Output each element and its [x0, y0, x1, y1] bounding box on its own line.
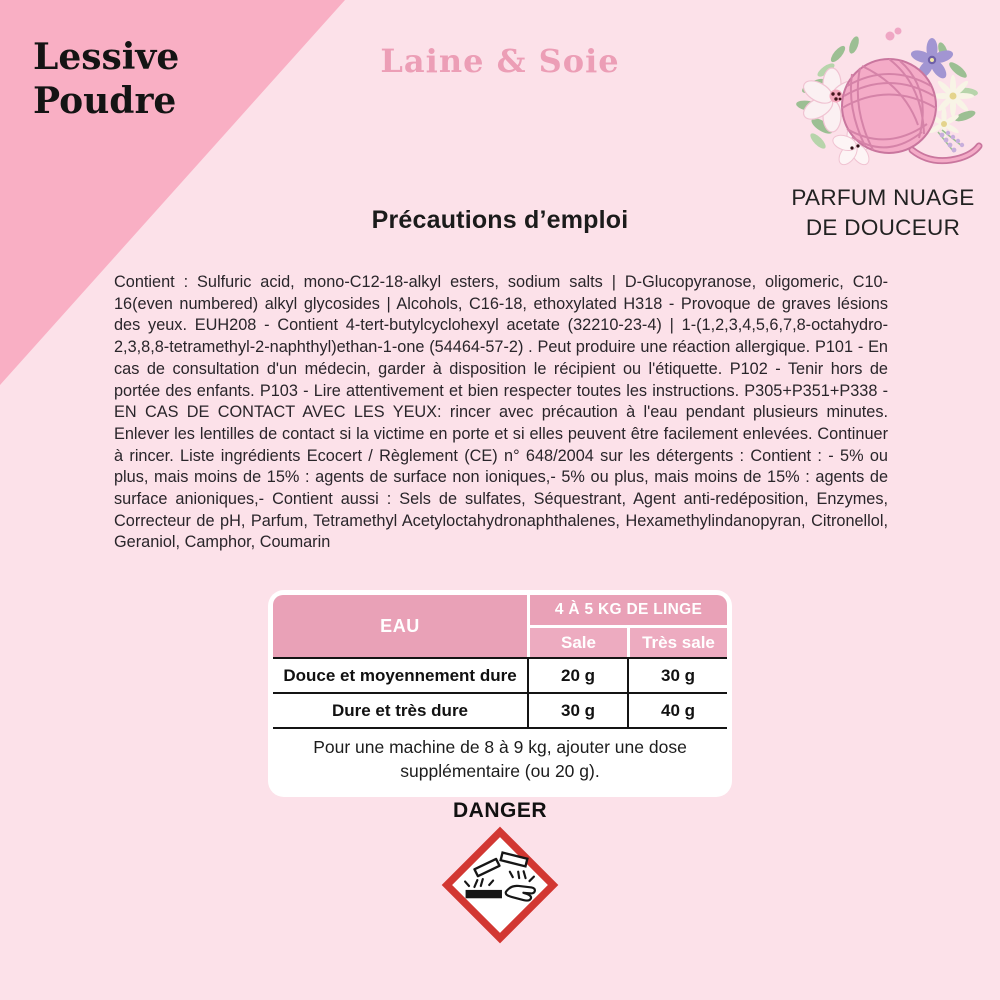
brand-name: Laine & Soie	[380, 42, 620, 80]
dosage-table	[268, 590, 732, 797]
dose-sale-cell: 30 g	[527, 694, 627, 727]
corrosion-hazard-icon	[441, 826, 559, 949]
soil-header-sale: Sale	[530, 628, 627, 657]
dosage-note: Pour une machine de 8 à 9 kg, ajouter une dose supplémentaire (ou 20 g).	[273, 727, 727, 792]
table-row	[273, 657, 727, 692]
load-header-group	[530, 595, 727, 657]
scent-line2: DE DOUCEUR	[805, 214, 961, 240]
soil-header-tres-sale: Très sale	[630, 628, 727, 657]
water-type-cell: Dure et très dure	[331, 700, 469, 720]
dose-tres-sale-cell: 30 g	[627, 659, 727, 692]
dose-tres-sale-cell: 40 g	[627, 694, 727, 727]
product-title-line1: Lessive	[33, 36, 180, 78]
dosage-table-header	[273, 595, 727, 657]
scent-line1: PARFUM NUAGE	[791, 185, 975, 210]
load-header: 4 À 5 KG DE LINGE	[530, 595, 727, 625]
dose-sale-cell: 20 g	[527, 659, 627, 692]
product-title-line2: Poudre	[33, 79, 177, 122]
water-column-header: EAU	[273, 595, 527, 657]
danger-signal-word: DANGER	[452, 799, 547, 822]
water-type-cell: Douce et moyennement dure	[283, 665, 517, 685]
table-row	[273, 692, 727, 727]
soil-headers	[530, 628, 727, 657]
precautions-text: Contient : Sulfuric acid, mono-C12-18-alkyl esters, sodium salts | D-Glucopyranose, oligomeric, C10-16(even numbered) alkyl glycosides | Alcohols, C16-18, ethoxylated H318 - Provoque de graves lésions des yeux. EUH208 - Contient 4-tert-butylcyclohexyl acetate (32210-23-4) | 1-(1,2,3,4,5,6,7,8-octahydro-2,3,8,8-tetramethyl-2-naphthyl)ethan-1-one (54464-57-2) . Peut produire une réaction allergique. P101 - En cas de consultation d'un médecin, garder à disposition le récipient ou l'étiquette. P102 - Tenir hors de portée des enfants. P103 - Lire attentivement et bien respecter toutes les instructions. P305+P351+P338 - EN CAS DE CONTACT AVEC LES YEUX: rincer avec précaution à l'eau pendant plusieurs minutes. Enlever les lentilles de contact si la victime en porte et si elles peuvent être facilement enlevées. Continuer à rincer. Liste ingrédients Ecocert / Règlement (CE) n° 648/2004 sur les détergents : Contient : - 5% ou plus, mais moins de 15% : agents de surface non ioniques,- 5% ou plus, mais moins de 15% : agents de surface anioniques,- Contient aussi : Sels de sulfates, Séquestrant, Agent anti-redéposition, Enzymes, Correcteur de pH, Parfum, Tetramethyl Acetyloctahydronaphthalenes, Hexamethylindanopyran, Citronellol, Geraniol, Camphor, Coumarin	[114, 273, 888, 552]
yarn-ball-flowers-icon	[792, 24, 987, 181]
precautions-title: Précautions d’emploi	[371, 206, 629, 234]
